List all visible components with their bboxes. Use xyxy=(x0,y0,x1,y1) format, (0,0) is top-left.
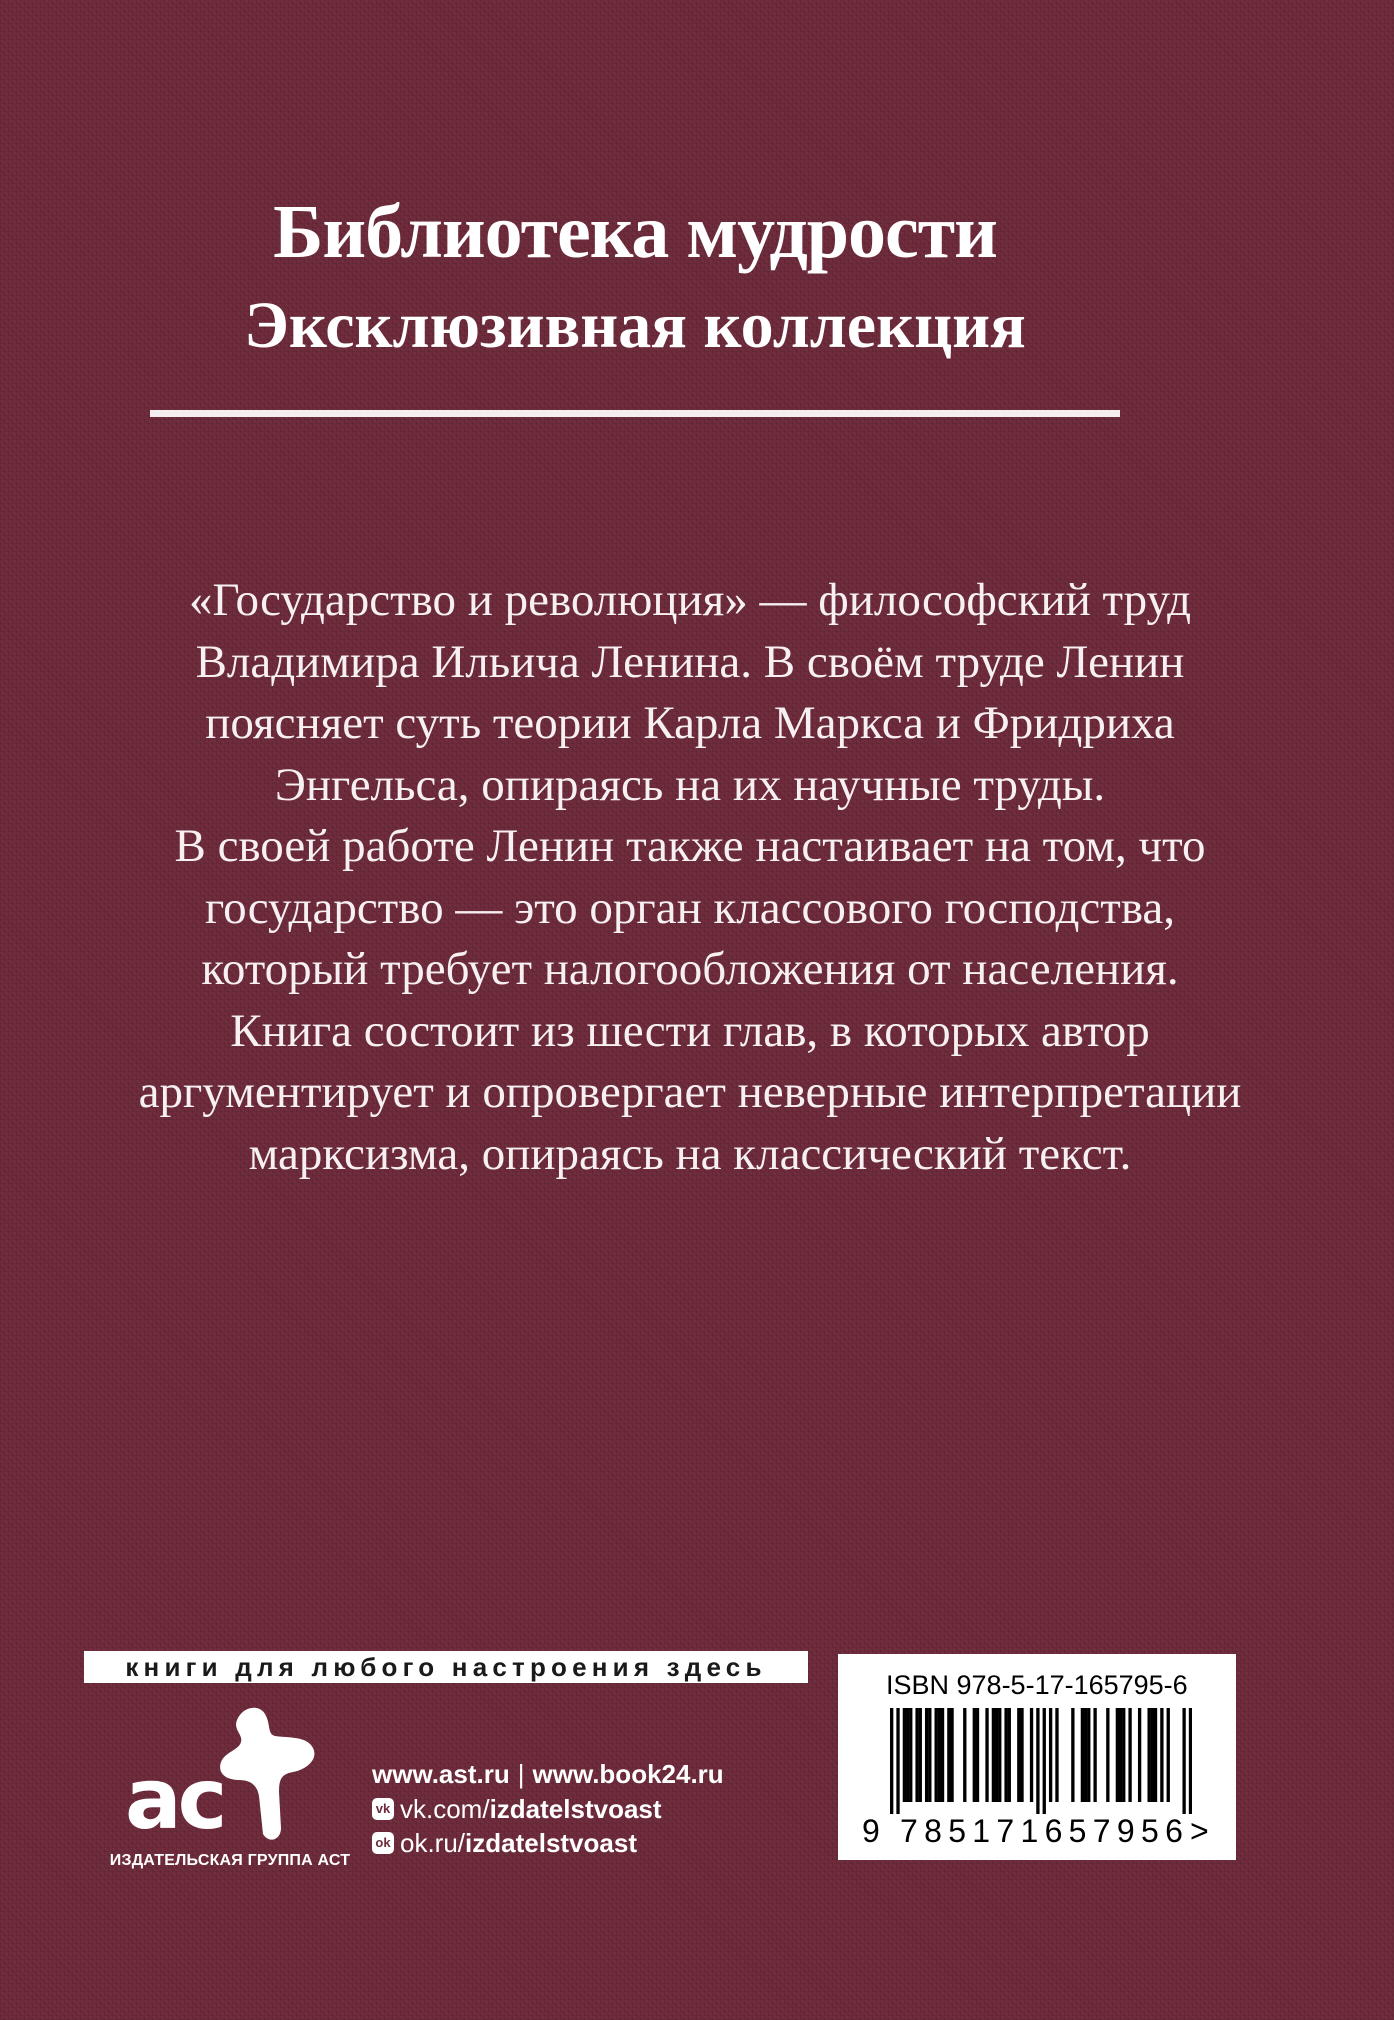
annotation-line: аргументирует и опровергает неверные интерпретации xyxy=(138,1066,1242,1118)
barcode-icon xyxy=(890,1708,1192,1814)
barcode-bar xyxy=(915,1708,918,1802)
barcode-bar xyxy=(973,1708,976,1802)
site-link-book24[interactable]: www.book24.ru xyxy=(532,1759,724,1789)
barcode-bar xyxy=(1116,1708,1119,1802)
barcode-bar xyxy=(909,1708,912,1802)
barcode-bar xyxy=(1020,1708,1023,1802)
barcode-quiet-zone-marker: > xyxy=(1190,1813,1209,1849)
annotation-line: который требует налогообложения от населения. xyxy=(201,943,1179,995)
barcode-bar xyxy=(985,1708,988,1802)
barcode-bar xyxy=(925,1708,928,1802)
barcode-panel xyxy=(838,1654,1236,1860)
barcode-bar xyxy=(928,1708,931,1802)
barcode-bar xyxy=(1093,1708,1096,1802)
barcode-bar xyxy=(938,1708,941,1802)
barcode-bar xyxy=(1008,1708,1011,1802)
barcode-bar xyxy=(995,1708,998,1802)
barcode-bar xyxy=(896,1708,899,1814)
barcode-bar xyxy=(976,1708,979,1802)
barcode-bar xyxy=(1119,1708,1122,1802)
barcode-bar xyxy=(1154,1708,1157,1802)
barcode-bar xyxy=(919,1708,922,1802)
barcode-bar xyxy=(890,1708,893,1814)
barcode-digits: 785171657956 xyxy=(900,1813,1190,1849)
barcode-bar xyxy=(1055,1708,1058,1802)
barcode-bar xyxy=(1043,1708,1046,1814)
ast-logo-icon xyxy=(125,1700,335,1850)
barcode-bar xyxy=(1004,1708,1007,1802)
barcode-bar xyxy=(903,1708,906,1802)
publisher-name: ИЗДАТЕЛЬСКАЯ ГРУППА АСТ xyxy=(109,1852,351,1869)
barcode-bar xyxy=(1128,1708,1131,1802)
ok-icon: ok xyxy=(372,1832,394,1854)
annotation-line: В своей работе Ленин также настаивает на том, что xyxy=(174,820,1206,872)
vk-icon: vk xyxy=(372,1798,394,1820)
barcode-bar xyxy=(1189,1708,1192,1814)
annotation-line: марксизма, опираясь на классический текст. xyxy=(248,1127,1132,1180)
barcode-bar xyxy=(1122,1708,1125,1802)
publisher-links xyxy=(372,1758,724,1858)
link-separator: | xyxy=(517,1759,525,1789)
annotation-line: Энгельса, опираясь на их научные труды. xyxy=(274,758,1106,811)
logo-text: ас xyxy=(125,1750,224,1848)
barcode-bar xyxy=(941,1708,944,1802)
barcode-bar xyxy=(950,1708,953,1802)
annotation-line: поясняет суть теории Карла Маркса и Фридриха xyxy=(205,697,1175,749)
series-title: Библиотека мудрости xyxy=(273,190,997,274)
barcode-bar xyxy=(1106,1708,1109,1802)
barcode-bar xyxy=(1147,1708,1150,1802)
barcode-bar xyxy=(947,1708,950,1802)
barcode-bar xyxy=(935,1708,938,1802)
ok-link[interactable]: ok ok.ru/ izdatelstvoast xyxy=(372,1828,724,1858)
barcode-first-digit: 9 xyxy=(862,1813,880,1849)
slogan-banner: книги для любого настроения здесь xyxy=(84,1651,808,1683)
annotation-line: Книга состоит из шести глав, в которых автор xyxy=(230,1004,1150,1057)
barcode-bar xyxy=(1084,1708,1087,1802)
barcode-bar xyxy=(1138,1708,1141,1802)
barcode-bar xyxy=(963,1708,966,1802)
barcode-bar xyxy=(1049,1708,1052,1802)
barcode-bar xyxy=(1017,1708,1020,1802)
barcode-bar xyxy=(1030,1708,1033,1802)
book-annotation xyxy=(40,570,1340,1185)
barcode-bar xyxy=(1036,1708,1039,1814)
barcode-bar xyxy=(992,1708,995,1802)
barcode-bar xyxy=(1182,1708,1185,1814)
barcode-bar xyxy=(1087,1708,1090,1802)
barcode-bar xyxy=(1071,1708,1074,1802)
site-link-ast[interactable]: www.ast.ru xyxy=(372,1759,510,1789)
series-subtitle: Эксклюзивная коллекция xyxy=(244,289,1026,362)
vk-link[interactable]: vk vk.com/ izdatelstvoast xyxy=(372,1794,724,1824)
isbn-number: ISBN 978-5-17-165795-6 xyxy=(886,1670,1188,1700)
annotation-line: «Государство и революция» — философский труд xyxy=(188,574,1192,626)
barcode-bar xyxy=(1151,1708,1154,1802)
barcode-bar xyxy=(998,1708,1001,1802)
barcode-bar xyxy=(1167,1708,1170,1802)
divider-rule xyxy=(150,410,1120,417)
barcode-bar xyxy=(906,1708,909,1802)
annotation-line: Владимира Ильича Ленина. В своём труде Ленин xyxy=(195,635,1185,688)
annotation-line: государство — это орган классового господства, xyxy=(204,881,1176,934)
barcode-bar xyxy=(1160,1708,1163,1802)
publisher-logo xyxy=(100,1700,360,1890)
barcode-bar xyxy=(1081,1708,1084,1802)
